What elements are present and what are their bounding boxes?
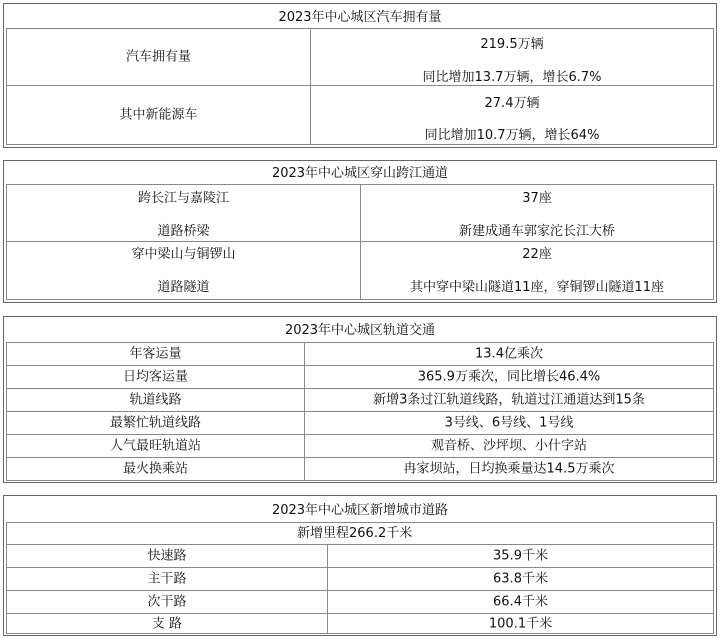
cars-row-2-label: 其中新能源车 xyxy=(119,107,198,123)
rail-row-2-value-cell xyxy=(304,365,714,389)
roads-row-2-value-cell xyxy=(327,567,714,591)
rail-row-1-value: 13.4亿乘次 xyxy=(475,346,543,362)
rail-row-4-value-cell xyxy=(304,411,714,435)
rail-row-4-label-cell xyxy=(6,411,305,435)
rail-row-6-value: 冉家坝站，日均换乘量达14.5万乘次 xyxy=(403,461,615,477)
crossings-row-1-label-top: 跨长江与嘉陵江 xyxy=(137,191,229,206)
crossings-row-1-value-cell xyxy=(360,184,714,242)
crossings-panel-inner xyxy=(6,163,714,300)
roads-row-1-value-cell xyxy=(327,544,714,568)
cars-row-2-value: 27.4万辆 xyxy=(484,96,540,111)
rail-row-2-value: 365.9万乘次，同比增长46.4% xyxy=(417,369,601,385)
rail-row-3-label: 轨道线路 xyxy=(129,392,182,408)
roads-title: 2023年中心城区新增城市道路 xyxy=(271,503,449,518)
rail-row-3-label-cell xyxy=(6,388,305,412)
rail-row-3-value-cell xyxy=(304,388,714,412)
rail-row-1-label: 年客运量 xyxy=(129,346,182,362)
crossings-row-1-label-cell xyxy=(6,184,361,242)
roads-subtitle-cell xyxy=(6,522,714,545)
roads-row-3-label: 次干路 xyxy=(147,594,187,610)
cars-row-1-value-cell xyxy=(310,28,714,86)
roads-row-4-value: 100.1千米 xyxy=(488,616,553,631)
crossings-row-2-value-cell xyxy=(360,241,714,300)
cars-row-1-label-cell xyxy=(6,28,311,86)
rail-row-6-label-cell xyxy=(6,457,305,481)
crossings-row-1-detail: 新建成通车郭家沱长江大桥 xyxy=(458,224,615,239)
rail-row-2-label-cell xyxy=(6,365,305,389)
roads-row-4-label: 支 路 xyxy=(151,616,183,631)
rail-title: 2023年中心城区轨道交通 xyxy=(284,323,436,338)
rail-row-5-label: 人气最旺轨道站 xyxy=(109,438,201,454)
cars-row-2-value-cell xyxy=(310,85,714,145)
crossings-row-2-detail: 其中穿中梁山隧道11座，穿铜锣山隧道11座 xyxy=(409,280,665,295)
cars-panel-inner xyxy=(6,6,714,145)
crossings-panel xyxy=(3,160,717,303)
roads-panel xyxy=(3,495,717,636)
rail-row-4-label: 最繁忙轨道线路 xyxy=(109,415,201,431)
cars-title: 2023年中心城区汽车拥有量 xyxy=(278,10,442,25)
rail-row-1-value-cell xyxy=(304,342,714,366)
cars-row-2-detail: 同比增加10.7万辆，增长64% xyxy=(424,128,600,143)
cars-panel xyxy=(3,3,717,148)
roads-row-1-label: 快速路 xyxy=(147,548,187,564)
roads-row-1-value: 35.9千米 xyxy=(493,548,548,564)
crossings-row-2-value: 22座 xyxy=(522,247,552,262)
roads-row-3-label-cell xyxy=(6,590,328,614)
cars-row-1-detail: 同比增加13.7万辆，增长6.7% xyxy=(422,70,602,85)
rail-panel xyxy=(3,316,717,483)
rail-row-3-value: 新增3条过江轨道线路，轨道过江通道达到15条 xyxy=(373,392,645,408)
rail-row-5-label-cell xyxy=(6,434,305,458)
crossings-row-2-label-cell xyxy=(6,241,361,300)
rail-panel-inner xyxy=(6,319,714,480)
rail-row-4-value: 3号线、6号线、1号线 xyxy=(444,415,574,431)
roads-subtitle: 新增里程266.2千米 xyxy=(297,526,413,541)
rail-row-5-value: 观音桥、沙坪坝、小什字站 xyxy=(430,438,587,454)
rail-row-2-label: 日均客运量 xyxy=(122,369,188,385)
rail-row-1-label-cell xyxy=(6,342,305,366)
crossings-row-1-label-bottom: 道路桥梁 xyxy=(157,224,210,239)
cars-row-2-label-cell xyxy=(6,85,311,145)
rail-row-5-value-cell xyxy=(304,434,714,458)
cars-row-1-label: 汽车拥有量 xyxy=(125,49,191,65)
crossings-row-2-label-bottom: 道路隧道 xyxy=(157,280,210,295)
roads-panel-inner xyxy=(6,498,714,633)
cars-row-1-value: 219.5万辆 xyxy=(480,37,544,52)
crossings-row-2-label-top: 穿中梁山与铜锣山 xyxy=(131,247,236,262)
crossings-title: 2023年中心城区穿山跨江通道 xyxy=(271,166,449,181)
roads-row-3-value: 66.4千米 xyxy=(493,594,548,610)
roads-row-1-label-cell xyxy=(6,544,328,568)
roads-row-3-value-cell xyxy=(327,590,714,614)
roads-row-4-value-cell xyxy=(327,613,714,634)
roads-row-2-label-cell xyxy=(6,567,328,591)
crossings-row-1-value: 37座 xyxy=(522,191,552,206)
roads-row-2-label: 主干路 xyxy=(147,571,187,587)
rail-row-6-value-cell xyxy=(304,457,714,481)
roads-row-2-value: 63.8千米 xyxy=(493,571,548,587)
rail-row-6-label: 最火换乘站 xyxy=(122,461,188,477)
roads-row-4-label-cell xyxy=(6,613,328,634)
